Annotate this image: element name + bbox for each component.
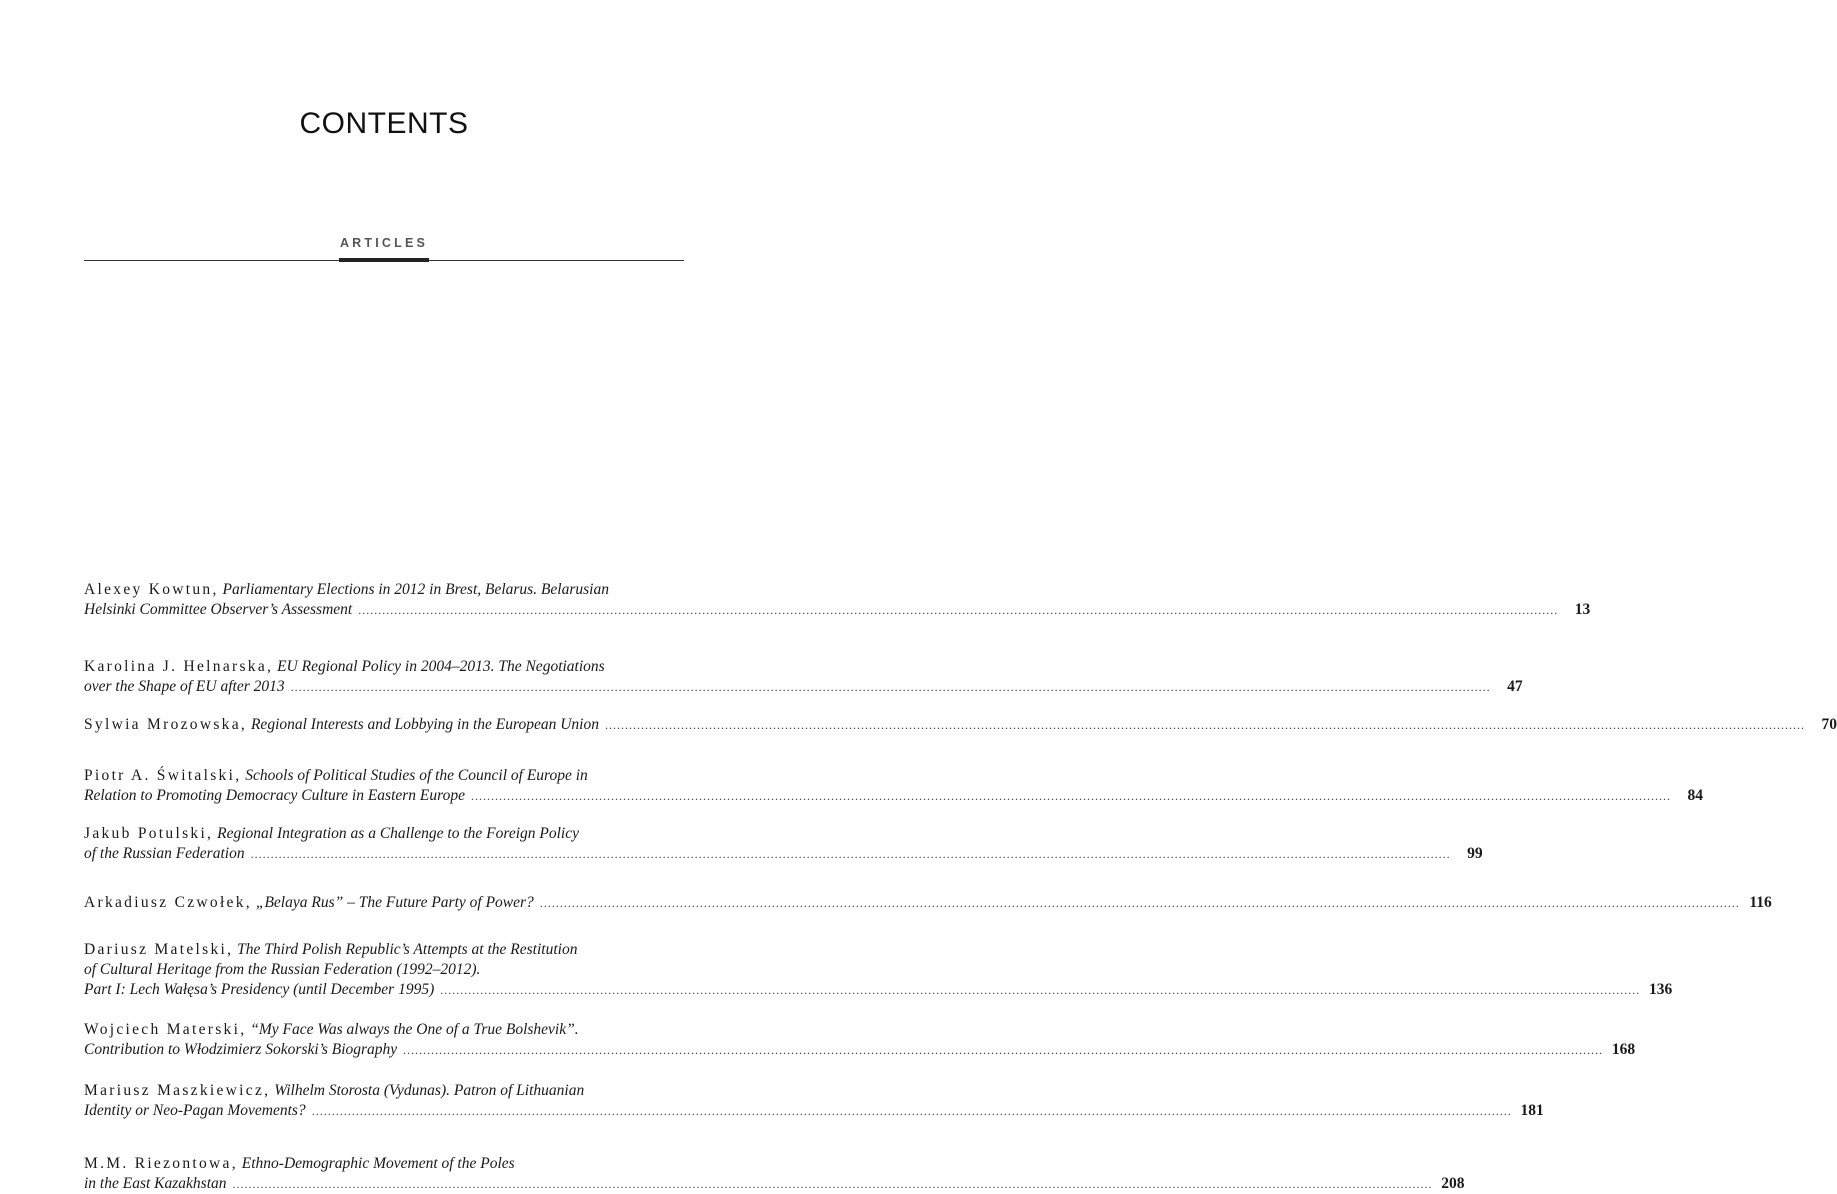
toc-entry-title: Parliamentary Elections in 2012 in Brest, Belarus. Belarusian bbox=[222, 581, 609, 598]
toc-entry-line bbox=[84, 766, 684, 786]
toc-page-number: 136 bbox=[1649, 981, 1673, 998]
page-title: CONTENTS bbox=[299, 107, 469, 140]
toc-entry-title-line bbox=[84, 1082, 584, 1099]
toc-entry-title-line bbox=[84, 961, 480, 978]
toc-entry-author: Karolina J. Helnarska, bbox=[84, 658, 274, 675]
toc-entry-author: M.M. Riezontowa, bbox=[84, 1155, 238, 1172]
toc-entry-line bbox=[84, 715, 1837, 735]
toc-entry-title: Ethno-Demographic Movement of the Poles bbox=[241, 1155, 515, 1172]
toc-page-number: 70 bbox=[1821, 716, 1837, 733]
toc-entry[interactable] bbox=[84, 715, 1837, 735]
toc-entry-author: Wojciech Materski, bbox=[84, 1021, 247, 1038]
toc-entry-line bbox=[84, 1081, 684, 1101]
toc-entry-title-line bbox=[84, 658, 605, 675]
toc-page-number: 181 bbox=[1520, 1102, 1544, 1119]
toc-entry-title: of the Russian Federation bbox=[84, 845, 245, 862]
toc-leader-dots: ............................................................................................................................................................................................................................................................................................................ bbox=[290, 680, 1491, 694]
toc-entry-title: Helsinki Committee Observer’s Assessment bbox=[84, 601, 353, 618]
toc-entry-line bbox=[84, 786, 1703, 806]
toc-entry[interactable] bbox=[84, 1081, 1544, 1121]
toc-page-number: 116 bbox=[1749, 894, 1772, 911]
toc-entry-line bbox=[84, 960, 684, 980]
toc-entry-line bbox=[84, 940, 684, 960]
toc-entry-author: Arkadiusz Czwołek, bbox=[84, 894, 252, 911]
toc-page-number: 208 bbox=[1441, 1175, 1465, 1192]
toc-leader-dots: ............................................................................................................................................................................................................................................................................................................ bbox=[250, 847, 1451, 861]
toc-entry-line bbox=[84, 824, 684, 844]
toc-entry-line bbox=[84, 677, 1523, 697]
toc-entry-line bbox=[84, 600, 1591, 620]
toc-entry-title: “My Face Was always the One of a True Bolshevik”. bbox=[250, 1021, 579, 1038]
toc-entry-title-line bbox=[84, 1101, 306, 1121]
section-divider-accent bbox=[339, 258, 429, 262]
toc-entry-author: Mariusz Maszkiewicz, bbox=[84, 1082, 271, 1099]
toc-entry[interactable] bbox=[84, 893, 1772, 913]
toc-leader-dots: ............................................................................................................................................................................................................................................................................................................ bbox=[470, 789, 1671, 803]
toc-page-number: 168 bbox=[1611, 1041, 1636, 1058]
toc-entry-title: Contribution to Włodzimierz Sokorski’s Biography bbox=[84, 1041, 398, 1058]
toc-entry-title: in the East Kazakhstan bbox=[84, 1175, 227, 1192]
toc-entry-title-line bbox=[84, 767, 588, 784]
toc-entry-title: Regional Integration as a Challenge to the Foreign Policy bbox=[217, 825, 579, 842]
toc-entry-title-line bbox=[84, 786, 465, 806]
toc-leader-dots: ............................................................................................................................................................................................................................................................................................................ bbox=[440, 983, 1641, 997]
toc-entry-line bbox=[84, 1040, 1636, 1060]
toc-entry[interactable] bbox=[84, 1020, 1636, 1060]
toc-entry-title: Part I: Lech Wałęsa’s Presidency (until December 1995) bbox=[84, 981, 435, 998]
toc-entry-author: Alexey Kowtun, bbox=[84, 581, 219, 598]
toc-entry-title: EU Regional Policy in 2004–2013. The Negotiations bbox=[277, 658, 605, 675]
toc-entry-line bbox=[84, 1154, 684, 1174]
toc-entry-line bbox=[84, 1174, 1465, 1194]
toc-leader-dots: ............................................................................................................................................................................................................................................................................................................ bbox=[604, 718, 1805, 732]
toc-entry-title-line bbox=[84, 600, 352, 620]
toc-entry-title: over the Shape of EU after 2013 bbox=[84, 678, 285, 695]
section-header bbox=[84, 236, 684, 264]
toc-leader-dots: ............................................................................................................................................................................................................................................................................................................ bbox=[403, 1043, 1604, 1057]
toc-entry-line bbox=[84, 1101, 1544, 1121]
toc-entry-title-line bbox=[84, 1174, 227, 1194]
toc-page-number: 47 bbox=[1507, 678, 1523, 695]
toc-entry-line bbox=[84, 1020, 684, 1040]
toc-entry-title-line bbox=[84, 941, 577, 958]
toc-entry-title-line bbox=[84, 825, 579, 842]
toc-entry-title: Wilhelm Storosta (Vydunas). Patron of Lithuanian bbox=[274, 1082, 585, 1099]
toc-entry-title-line bbox=[84, 980, 434, 1000]
toc-entry-line bbox=[84, 893, 1772, 913]
toc-entry-title: of Cultural Heritage from the Russian Federation (1992–2012). bbox=[84, 961, 481, 978]
toc-entry-line bbox=[84, 844, 1483, 864]
toc-entry-line bbox=[84, 580, 684, 600]
toc-page-number: 99 bbox=[1467, 845, 1483, 862]
toc-entry-title-line bbox=[84, 1155, 515, 1172]
toc-entry-title: Relation to Promoting Democracy Culture in Eastern Europe bbox=[84, 787, 465, 804]
toc-entry-title-line bbox=[84, 581, 609, 598]
toc-entry-author: Sylwia Mrozowska, bbox=[84, 716, 248, 733]
toc-entry-title: The Third Polish Republic’s Attempts at the Restitution bbox=[237, 941, 578, 958]
toc-entry-title: „Belaya Rus” – The Future Party of Power? bbox=[255, 894, 534, 911]
toc-entry-title: Regional Interests and Lobbying in the European Union bbox=[250, 716, 599, 733]
toc-entry-author: Jakub Potulski, bbox=[84, 825, 214, 842]
toc-entry[interactable] bbox=[84, 766, 1703, 806]
section-label: ARTICLES bbox=[339, 236, 429, 250]
toc-entry[interactable] bbox=[84, 1154, 1465, 1194]
toc-entry-author: Piotr A. Świtalski, bbox=[84, 767, 242, 784]
toc-entry-title-line bbox=[84, 715, 599, 735]
toc-entry-title: Identity or Neo-Pagan Movements? bbox=[84, 1102, 306, 1119]
toc-entry-title-line bbox=[84, 893, 534, 913]
toc-entry-title-line bbox=[84, 677, 285, 697]
toc-entry-title: Schools of Political Studies of the Council of Europe in bbox=[245, 767, 588, 784]
toc-leader-dots: ............................................................................................................................................................................................................................................................................................................ bbox=[358, 603, 1559, 617]
toc-page-number: 13 bbox=[1574, 601, 1591, 618]
toc-entry-title-line bbox=[84, 1021, 579, 1038]
toc-entry[interactable] bbox=[84, 657, 1523, 697]
toc-entry-author: Dariusz Matelski, bbox=[84, 941, 234, 958]
toc-leader-dots: ............................................................................................................................................................................................................................................................................................................ bbox=[311, 1104, 1512, 1118]
toc-entry[interactable] bbox=[84, 824, 1483, 864]
toc-page-number: 84 bbox=[1687, 787, 1703, 804]
toc-entry[interactable] bbox=[84, 940, 1673, 1000]
toc-entry-title-line bbox=[84, 844, 245, 864]
toc-entry-title-line bbox=[84, 1040, 397, 1060]
toc-entry-line bbox=[84, 980, 1673, 1000]
toc-entry[interactable] bbox=[84, 580, 1591, 620]
toc-leader-dots: ............................................................................................................................................................................................................................................................................................................ bbox=[232, 1177, 1433, 1191]
toc-entry-line bbox=[84, 657, 684, 677]
toc-leader-dots: ............................................................................................................................................................................................................................................................................................................ bbox=[539, 896, 1740, 910]
